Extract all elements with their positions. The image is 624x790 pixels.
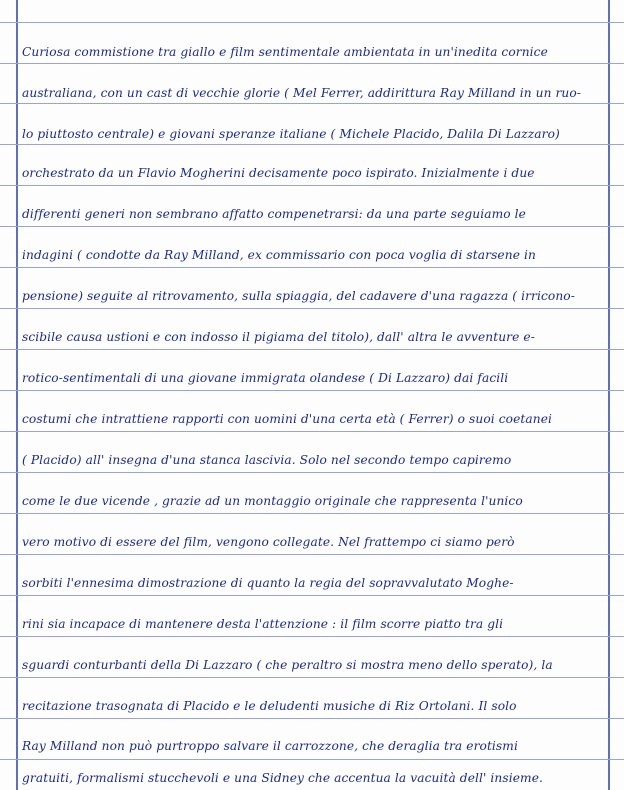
ruled-line: [0, 718, 624, 719]
text-line-13: vero motivo di essere del film, vengono collegate. Nel frattempo ci siamo però: [22, 535, 515, 549]
text-line-18: Ray Milland non può purtroppo salvare il carrozzone, che deraglia tra erotismi: [22, 739, 518, 753]
text-line-17: recitazione trasognata di Placido e le deludenti musiche di Riz Ortolani. Il solo: [22, 699, 517, 713]
ruled-line: [0, 431, 624, 432]
text-line-12: come le due vicende , grazie ad un montaggio originale che rappresenta l'unico: [22, 494, 523, 508]
ruled-line: [0, 677, 624, 678]
text-line-6: indagini ( condotte da Ray Milland, ex commissario con poca voglia di starsene in: [22, 248, 536, 262]
ruled-line: [0, 390, 624, 391]
ruled-line: [0, 63, 624, 64]
ruled-line: [0, 308, 624, 309]
ruled-line: [0, 472, 624, 473]
ruled-line: [0, 103, 624, 104]
ruled-line: [0, 554, 624, 555]
text-line-1: Curiosa commistione tra giallo e film sentimentale ambientata in un'inedita cornice: [22, 45, 548, 59]
ruled-line: [0, 595, 624, 596]
text-line-2: australiana, con un cast di vecchie glorie ( Mel Ferrer, addirittura Ray Milland in un ruo-: [22, 86, 582, 100]
text-line-9: rotico-sentimentali di una giovane immigrata olandese ( Di Lazzaro) dai facili: [22, 371, 509, 385]
right-margin-line: [608, 0, 610, 790]
text-line-3: lo piuttosto centrale) e giovani speranze italiane ( Michele Placido, Dalila Di Lazzaro): [22, 127, 560, 141]
ruled-line: [0, 144, 624, 145]
ruled-line: [0, 267, 624, 268]
text-line-5: differenti generi non sembrano affatto compenetrarsi: da una parte seguiamo le: [22, 207, 526, 221]
ruled-line: [0, 226, 624, 227]
ruled-line: [0, 349, 624, 350]
ruled-line: [0, 185, 624, 186]
text-line-14: sorbiti l'ennesima dimostrazione di quanto la regia del sopravvalutato Moghe-: [22, 576, 514, 590]
text-line-15: rini sia incapace di mantenere desta l'attenzione : il film scorre piatto tra gli: [22, 617, 504, 631]
text-line-10: costumi che intrattiene rapporti con uomini d'una certa età ( Ferrer) o suoi coetanei: [22, 412, 553, 426]
ruled-line: [0, 513, 624, 514]
text-line-16: sguardi conturbanti della Di Lazzaro ( che peraltro si mostra meno dello sperato), la: [22, 658, 553, 672]
text-line-11: ( Placido) all' insegna d'una stanca lascivia. Solo nel secondo tempo capiremo: [22, 453, 512, 467]
text-line-4: orchestrato da un Flavio Mogherini decisamente poco ispirato. Inizialmente i due: [22, 166, 535, 180]
ruled-line: [0, 636, 624, 637]
text-line-19: gratuiti, formalismi stucchevoli e una Sidney che accentua la vacuità dell' insieme.: [22, 771, 543, 785]
ruled-line: [0, 759, 624, 760]
text-line-7: pensione) seguite al ritrovamento, sulla spiaggia, del cadavere d'una ragazza ( irricono-: [22, 289, 575, 303]
left-margin-line: [16, 0, 18, 790]
ruled-line: [0, 22, 624, 23]
text-line-8: scibile causa ustioni e con indosso il pigiama del titolo), dall' altra le avventure e-: [22, 330, 535, 344]
